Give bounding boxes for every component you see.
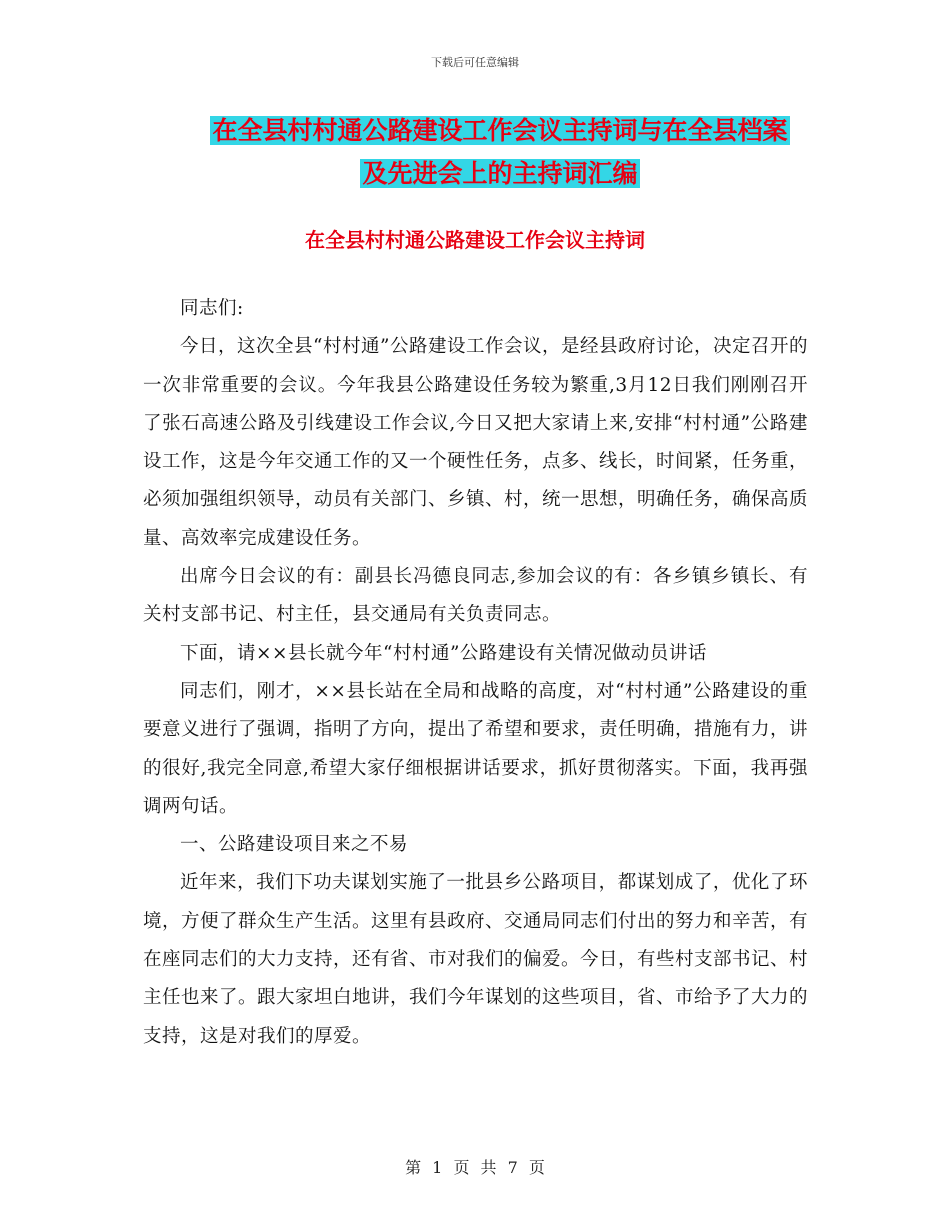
page-number: 第 1 页 共 7 页	[405, 1158, 545, 1177]
paragraph-heading: 一、公路建设项目来之不易	[180, 834, 409, 856]
title-highlight-1: 在全县村村通公路建设工作会议主持词与在全县档案	[212, 116, 788, 145]
title-highlight-2: 及先进会上的主持词汇编	[362, 159, 638, 188]
paragraph: 出席今日会议的有：副县长冯德良同志,参加会议的有：各乡镇乡镇长、有关村支部书记、村主任，县交通局有关负责同志。	[143, 566, 808, 626]
body-text	[143, 290, 808, 1056]
paragraph-salutation: 同志们:	[180, 298, 244, 319]
header-note: 下载后可任意编辑	[431, 56, 519, 69]
paragraph: 近年来，我们下功夫谋划实施了一批县乡公路项目，都谋划成了，优化了环境，方便了群众生产生活。这里有县政府、交通局同志们付出的努力和辛苦，有在座同志们的大力支持，还有省、市对我们的偏爱。今日，有些村支部书记、村主任也来了。跟大家坦白地讲，我们今年谋划的这些项目，省、市给予了大力的支持，这是对我们的厚爱。	[143, 872, 809, 1047]
section-title: 在全县村村通公路建设工作会议主持词	[305, 228, 645, 252]
paragraph: 今日，这次全县“村村通”公路建设工作会议，是经县政府讨论，决定召开的一次非常重要的会议。今年我县公路建设任务较为繁重,3月12日我们刚刚召开了张石高速公路及引线建设工作会议,今日又把大家请上来,安排“村村通”公路建设工作，这是今年交通工作的又一个硬性任务，点多、线长，时间紧，任务重，必须加强组织领导，动员有关部门、乡镇、村，统一思想，明确任务，确保高质量、高效率完成建设任务。	[143, 336, 809, 549]
document-title-line-1	[195, 111, 805, 151]
document-title-line-2	[195, 154, 805, 194]
paragraph: 下面，请××县长就今年“村村通”公路建设有关情况做动员讲话	[180, 642, 707, 664]
paragraph: 同志们，刚才，××县长站在全局和战略的高度，对“村村通”公路建设的重要意义进行了强调，指明了方向，提出了希望和要求，责任明确，措施有力，讲的很好,我完全同意,希望大家仔细根据讲话要求，抓好贯彻落实。下面，我再强调两句话。	[143, 680, 809, 817]
